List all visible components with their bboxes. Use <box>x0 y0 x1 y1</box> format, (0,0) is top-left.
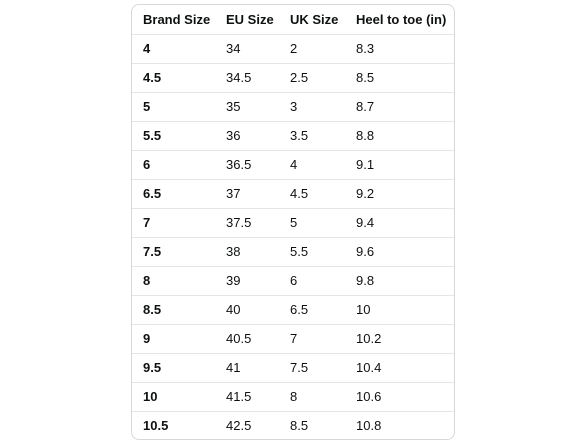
brand-size-cell: 10.5 <box>143 418 169 433</box>
size-chart-table <box>132 5 454 440</box>
table-header <box>132 5 454 35</box>
heel-to-toe-cell: 8.8 <box>345 122 454 151</box>
table-row <box>132 238 454 267</box>
brand-size-cell: 6 <box>132 151 215 180</box>
uk-size-cell: 7.5 <box>279 354 345 383</box>
eu-size-cell: 40.5 <box>215 325 279 354</box>
table-row <box>132 412 454 441</box>
eu-size-cell: 36.5 <box>215 151 279 180</box>
eu-size-cell: 35 <box>215 93 279 122</box>
brand-size-cell: 7 <box>132 209 215 238</box>
heel-to-toe-cell: 10.6 <box>345 383 454 412</box>
table-row <box>132 93 454 122</box>
brand-size-cell: 8.5 <box>132 296 215 325</box>
uk-size-cell: 8.5 <box>290 418 309 433</box>
brand-size-cell: 7.5 <box>132 238 215 267</box>
table-row <box>132 151 454 180</box>
header-uk-size: UK Size <box>279 5 345 35</box>
brand-size-cell: 8 <box>132 267 215 296</box>
size-chart-container <box>131 4 455 440</box>
eu-size-cell: 36 <box>215 122 279 151</box>
uk-size-cell: 5 <box>279 209 345 238</box>
eu-size-cell: 40 <box>215 296 279 325</box>
uk-size-cell: 6.5 <box>279 296 345 325</box>
heel-to-toe-cell: 8.3 <box>345 35 454 64</box>
eu-size-cell: 37.5 <box>215 209 279 238</box>
table-row <box>132 122 454 151</box>
eu-size-cell: 41 <box>215 354 279 383</box>
heel-to-toe-cell: 9.4 <box>345 209 454 238</box>
table-row <box>132 296 454 325</box>
brand-size-cell: 5 <box>132 93 215 122</box>
brand-size-cell: 10 <box>132 383 215 412</box>
uk-size-cell: 7 <box>279 325 345 354</box>
heel-to-toe-cell: 9.1 <box>345 151 454 180</box>
brand-size-cell: 5.5 <box>132 122 215 151</box>
brand-size-cell: 9 <box>132 325 215 354</box>
uk-size-cell: 8 <box>279 383 345 412</box>
uk-size-cell: 3 <box>279 93 345 122</box>
header-heel-to-toe: Heel to toe (in) <box>345 5 454 35</box>
table-row <box>132 180 454 209</box>
header-row <box>132 5 454 35</box>
uk-size-cell: 4 <box>279 151 345 180</box>
header-brand-size: Brand Size <box>132 5 215 35</box>
eu-size-cell: 34.5 <box>215 64 279 93</box>
heel-to-toe-cell: 10.2 <box>345 325 454 354</box>
eu-size-cell: 42.5 <box>226 418 252 433</box>
heel-to-toe-cell: 8.5 <box>345 64 454 93</box>
table-row <box>132 325 454 354</box>
uk-size-cell: 6 <box>279 267 345 296</box>
eu-size-cell: 41.5 <box>215 383 279 412</box>
uk-size-cell: 4.5 <box>279 180 345 209</box>
brand-size-cell: 9.5 <box>132 354 215 383</box>
brand-size-cell: 4.5 <box>132 64 215 93</box>
eu-size-cell: 39 <box>215 267 279 296</box>
table-row <box>132 209 454 238</box>
heel-to-toe-cell: 10.4 <box>345 354 454 383</box>
eu-size-cell: 38 <box>215 238 279 267</box>
eu-size-cell: 37 <box>215 180 279 209</box>
table-body <box>132 35 454 441</box>
brand-size-cell: 6.5 <box>132 180 215 209</box>
heel-to-toe-cell: 10 <box>345 296 454 325</box>
table-row <box>132 354 454 383</box>
header-eu-size: EU Size <box>215 5 279 35</box>
table-row <box>132 267 454 296</box>
heel-to-toe-cell: 9.6 <box>345 238 454 267</box>
uk-size-cell: 2 <box>279 35 345 64</box>
table-row <box>132 64 454 93</box>
table-row <box>132 383 454 412</box>
brand-size-cell: 4 <box>132 35 215 64</box>
heel-to-toe-cell: 10.8 <box>356 418 382 433</box>
heel-to-toe-cell: 8.7 <box>345 93 454 122</box>
heel-to-toe-cell: 9.2 <box>345 180 454 209</box>
uk-size-cell: 2.5 <box>279 64 345 93</box>
heel-to-toe-cell: 9.8 <box>345 267 454 296</box>
uk-size-cell: 5.5 <box>279 238 345 267</box>
table-row <box>132 35 454 64</box>
eu-size-cell: 34 <box>215 35 279 64</box>
uk-size-cell: 3.5 <box>279 122 345 151</box>
